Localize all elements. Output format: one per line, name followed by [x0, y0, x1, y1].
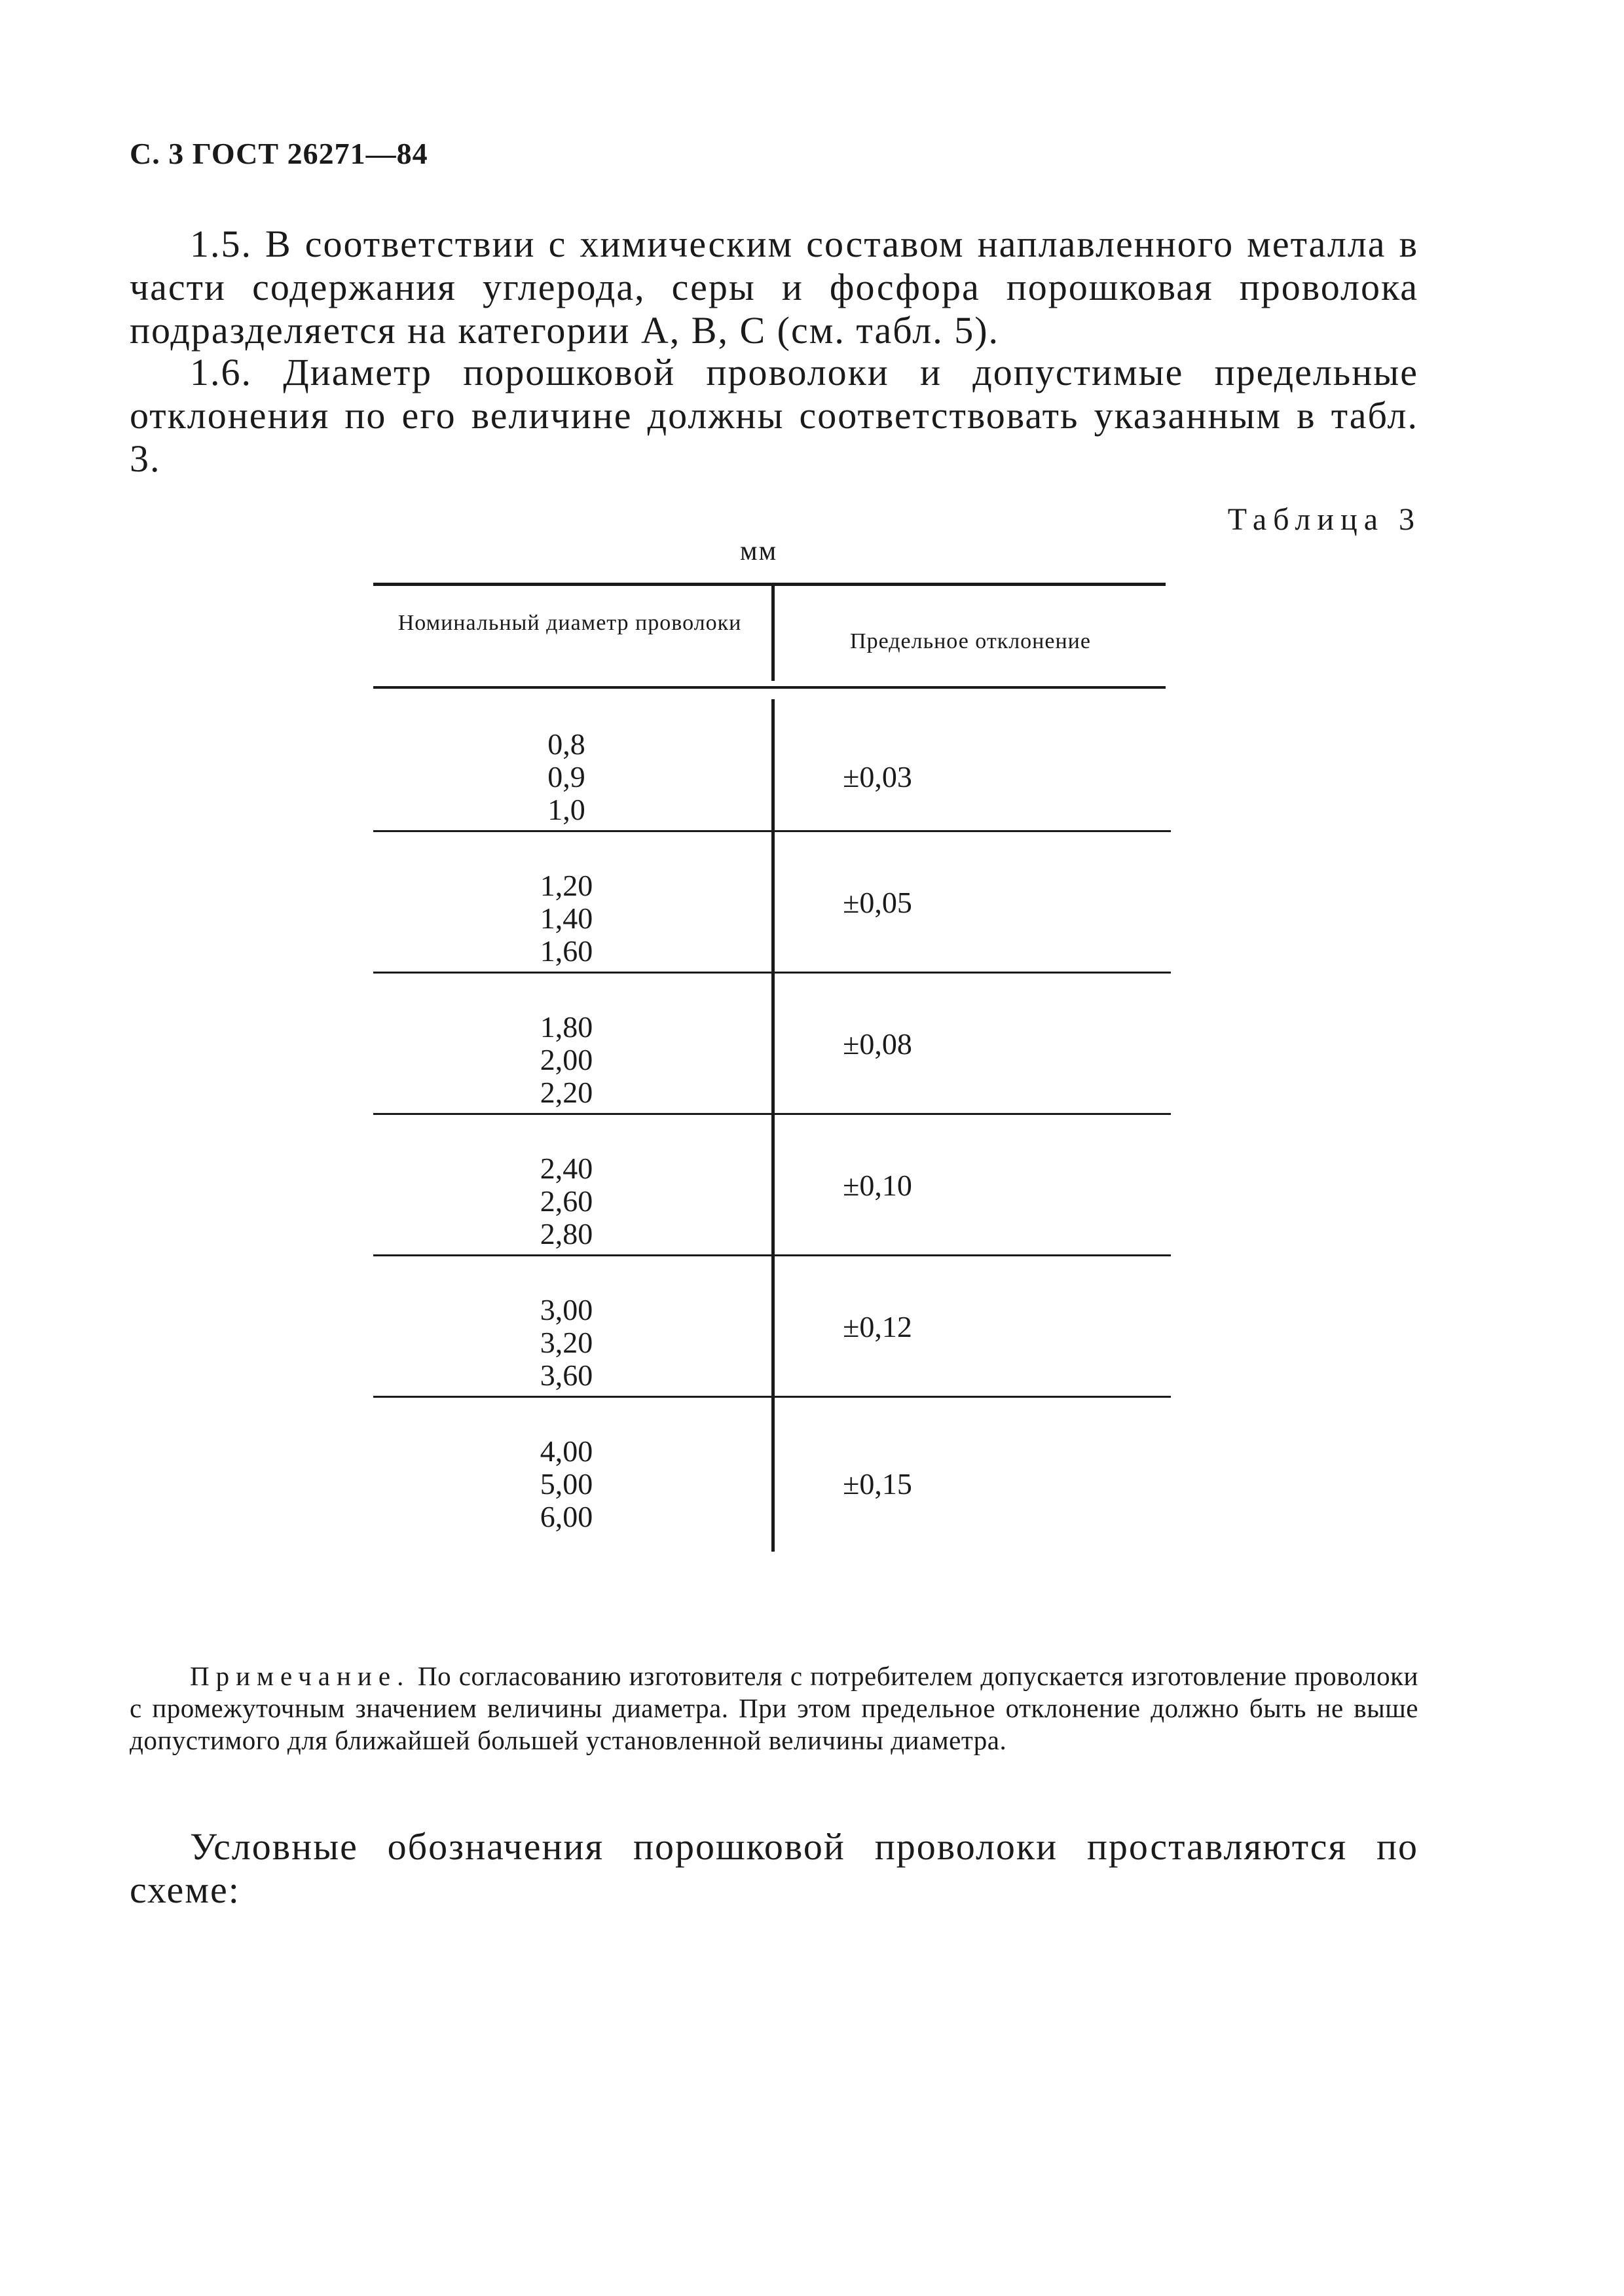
diameter-value: 2,60	[540, 1184, 593, 1218]
diameter-value: 2,40	[540, 1152, 593, 1185]
table-note	[130, 1660, 1418, 1757]
diameter-value: 3,20	[540, 1326, 593, 1359]
tolerance-table	[373, 576, 1179, 1637]
diameter-cell	[373, 1435, 760, 1533]
designation-paragraph: Условные обозначения порошковой проволоки проставляются по схеме:	[130, 1825, 1418, 1911]
row-separator	[373, 1254, 1171, 1256]
body-divider	[771, 699, 775, 1552]
note-label: Примечание.	[190, 1661, 411, 1691]
header-diameter: Номинальный диаметр проволоки	[397, 611, 742, 635]
diameter-cell	[373, 1152, 760, 1250]
row-separator	[373, 972, 1171, 974]
deviation-cell: ±0,15	[843, 1467, 912, 1501]
deviation-cell: ±0,05	[843, 886, 912, 919]
diameter-value: 3,60	[540, 1358, 593, 1392]
row-separator	[373, 1113, 1171, 1115]
diameter-value: 6,00	[540, 1500, 593, 1533]
diameter-value: 1,20	[540, 869, 593, 902]
row-separator	[373, 1396, 1171, 1398]
header-deviation: Предельное отклонение	[850, 629, 1091, 653]
paragraph-1-5: 1.5. В соответствии с химическим составом наплавленного металла в части содержания углерода, серы и фосфора порошковая проволока подразделяется на категории А, В, С (см. табл. 5).	[130, 223, 1418, 352]
diameter-value: 0,8	[547, 727, 585, 761]
paragraph-1-6: 1.6. Диаметр порошковой проволоки и допустимые предельные отклонения по его величине должны соответствовать указанным в табл. 3.	[130, 351, 1418, 480]
diameter-value: 2,20	[540, 1076, 593, 1109]
diameter-cell	[373, 728, 760, 826]
diameter-cell	[373, 1294, 760, 1392]
deviation-cell: ±0,08	[843, 1027, 912, 1061]
diameter-value: 1,0	[547, 793, 585, 826]
deviation-cell: ±0,10	[843, 1169, 912, 1202]
diameter-cell	[373, 869, 760, 968]
note-text: По согласованию изготовителя с потребителем допускается изготовление проволоки с промежуточным значением величины диаметра. При этом предельное отклонение должно быть не выше допустимого для ближайшей большей установленной величины диаметра.	[130, 1661, 1418, 1755]
diameter-value: 1,60	[540, 934, 593, 968]
diameter-value: 3,00	[540, 1293, 593, 1326]
diameter-value: 1,80	[540, 1010, 593, 1044]
diameter-cell	[373, 1011, 760, 1109]
diameter-value: 5,00	[540, 1467, 593, 1501]
diameter-value: 2,80	[540, 1217, 593, 1250]
deviation-cell: ±0,03	[843, 760, 912, 793]
deviation-cell: ±0,12	[843, 1310, 912, 1343]
header-bottom-rule	[373, 686, 1166, 689]
table-caption: Таблица 3	[1227, 502, 1421, 537]
diameter-value: 2,00	[540, 1043, 593, 1076]
diameter-value: 1,40	[540, 902, 593, 935]
table-top-rule	[373, 583, 1166, 586]
page-header: С. 3 ГОСТ 26271—84	[130, 137, 428, 170]
header-divider	[771, 585, 775, 681]
table-unit: мм	[740, 536, 778, 566]
diameter-value: 0,9	[547, 760, 585, 793]
diameter-value: 4,00	[540, 1434, 593, 1468]
row-separator	[373, 830, 1171, 832]
